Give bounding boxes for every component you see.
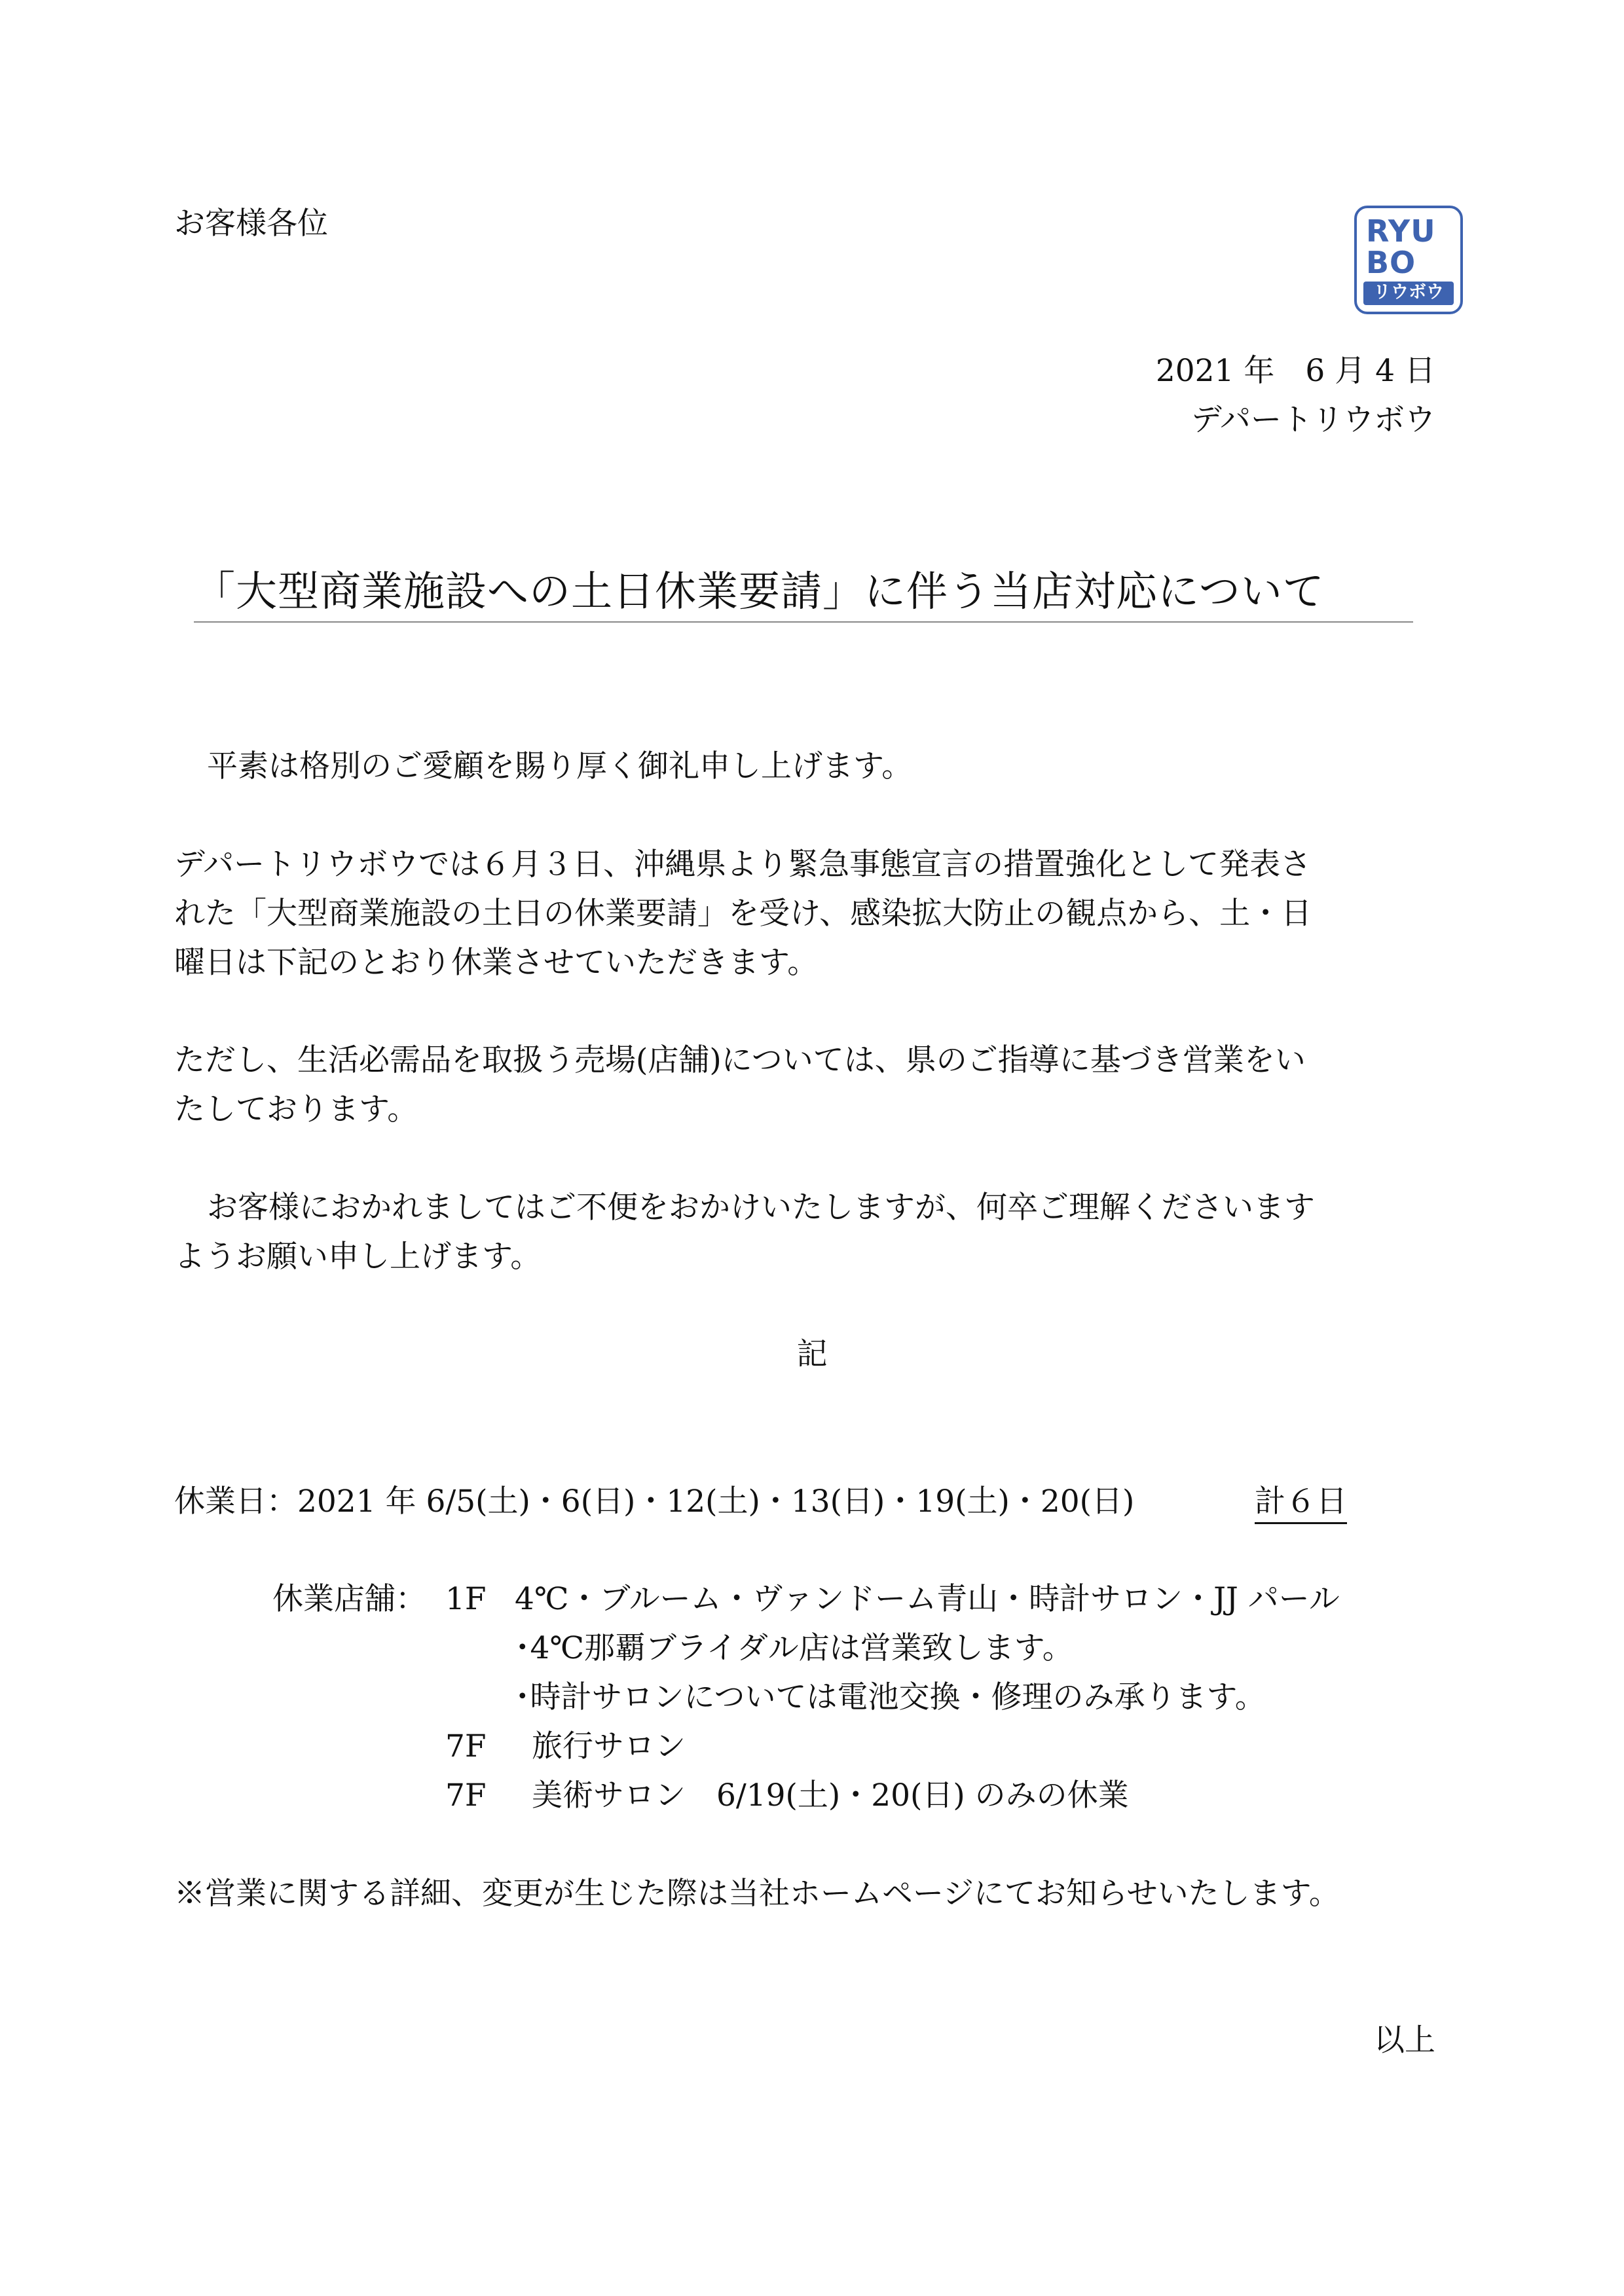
paragraph-4-line-2: ようお願い申し上げます。 (174, 1239, 542, 1275)
greeting-paragraph: 平素は格別のご愛顧を賜り厚く御礼申し上げます。 (207, 748, 913, 784)
ki-heading: 記 (796, 1336, 828, 1372)
closure-days-label: 休業日： (174, 1484, 297, 1520)
paragraph-4-line-1: お客様におかれましてはご不便をおかけいたしますが、何卒ご理解くださいます (207, 1190, 1315, 1226)
title-underline (194, 621, 1413, 623)
stores-label: 休業店舗： (272, 1581, 426, 1617)
store-note-2: ･時計サロンについては電池交換・修理のみ承ります。 (515, 1679, 1266, 1715)
store-row-1-floor: 1F (445, 1581, 487, 1617)
page-title: 「大型商業施設への土日休業要請」に伴う当店対応について (194, 568, 1325, 615)
store-row-3-text: 美術サロン 6/19(土)・20(日) のみの休業 (532, 1777, 1129, 1813)
store-row-1-text: 4℃・ブルーム・ヴァンドーム青山・時計サロン・JJ パール (515, 1581, 1340, 1617)
paragraph-2-line-3: 曜日は下記のとおり休業させていただきます。 (174, 945, 819, 981)
store-row-3-floor: 7F (445, 1777, 487, 1813)
closure-days-row (174, 1484, 1135, 1520)
ryubo-logo (1354, 206, 1463, 314)
date: 2021 年 6 月 4 日 (1155, 353, 1435, 389)
closure-total (1255, 1484, 1347, 1520)
store-row-2-floor: 7F (445, 1728, 487, 1764)
sender: デパートリウボウ (1190, 402, 1435, 438)
paragraph-3-line-1: ただし、生活必需品を取扱う売場(店舗)については、県のご指導に基づき営業をい (174, 1042, 1306, 1078)
logo-line-3: リウボウ (1373, 282, 1444, 302)
logo-line-2: BO (1366, 245, 1416, 280)
paragraph-2-line-2: れた「大型商業施設の土日の休業要請」を受け、感染拡大防止の観点から、土・日 (174, 896, 1312, 932)
notice: ※営業に関する詳細、変更が生じた際は当社ホームページにてお知らせいたします。 (174, 1876, 1340, 1912)
closure-total-text: 計６日 (1255, 1484, 1347, 1524)
logo-bar (1363, 282, 1454, 305)
closing: 以上 (1374, 2022, 1435, 2058)
closure-days-dates: 2021 年 6/5(土)・6(日)・12(土)・13(日)・19(土)・20(日) (297, 1484, 1135, 1520)
store-note-1: ･4℃那覇ブライダル店は営業致します。 (515, 1630, 1073, 1666)
recipient: お客様各位 (174, 206, 328, 242)
paragraph-3-line-2: たしております。 (174, 1091, 418, 1127)
logo-line-1: RYU (1366, 213, 1436, 249)
store-row-2-text: 旅行サロン (532, 1728, 686, 1764)
paragraph-2-line-1: デパートリウボウでは６月３日、沖縄県より緊急事態宣言の措置強化として発表さ (174, 847, 1312, 883)
